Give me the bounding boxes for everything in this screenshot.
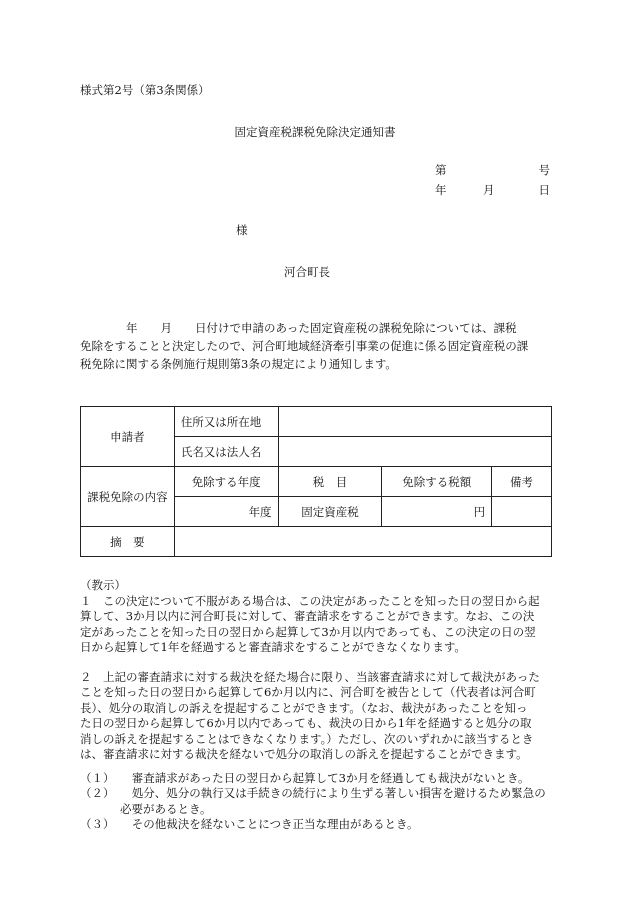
doc-no-suffix: 号 [538,163,550,177]
issuer: 河合町長 [284,265,330,279]
year-cell: 年度 [174,497,278,527]
note-line: は、審査請求に対する裁決を経ないで処分の取消しの訴えを提起することができます。 [80,747,528,761]
notes-sub-2: （２） 処分、処分の執行又は手続きの続行により生ずる著しい損害を避けるため緊急の [80,786,546,800]
date-day: 日 [538,183,550,197]
form-number: 様式第2号（第3条関係） [80,83,210,97]
exemption-label: 課税免除の内容 [81,467,175,527]
note-line: 算して、3か月以内に河合町長に対して、審査請求をすることができます。なお、この決 [80,609,535,623]
summary-field [174,527,551,557]
note-line: 消しの訴えを提起することはできなくなります。）ただし、次のいずれかに該当するとき [80,731,534,746]
name-field [278,437,551,467]
doc-no-prefix: 第 [435,163,447,177]
body-line: 税免除に関する条例施行規則第3条の規定により通知します。 [80,357,397,371]
note-line: 日から起算して1年を経過すると審査請求をすることができなくなります。 [80,640,466,654]
document-title: 固定資産税課税免除決定通知書 [234,125,396,139]
note-line: ことを知った日の翌日から起算して6か月以内に、河合町を被告として（代表者は河合町 [80,685,536,699]
applicant-label: 申請者 [81,407,175,467]
notes-sub-1: （１） 審査請求があった日の翌日から起算して3か月を経過しても裁決がないとき。 [80,770,530,785]
recipient-suffix: 様 [236,223,248,237]
date-year: 年 [435,183,447,197]
col-tax: 税 目 [278,467,382,497]
date-month: 月 [483,183,495,197]
note-line: ２ 上記の審査請求に対する裁決を経た場合に限り、当該審査請求に対して裁決があった [80,669,540,684]
remarks-cell [492,497,552,527]
notes-heading: （教示） [80,578,126,592]
instructions [80,578,555,833]
tax-cell: 固定資産税 [278,497,382,527]
notes-sub-2-cont: 必要があるとき。 [120,801,212,816]
note-line: 長）、処分の取消しの訴えを提起することができます。（なお、裁決があったことを知っ [80,700,528,715]
body-line: 年 月 日付けで申請のあった固定資産税の課税免除については、課税 [80,321,517,335]
notes-item-1 [80,594,555,656]
exemption-table [80,406,552,557]
amount-cell: 円 [382,497,492,527]
col-remarks: 備考 [492,467,552,497]
address-field [278,407,551,437]
summary-label: 摘 要 [81,527,175,557]
note-line: 定があったことを知った日の翌日から起算して3か月以内であっても、この決定の日の翌 [80,624,536,639]
name-label: 氏名又は法人名 [174,437,278,467]
notice-body [80,319,550,373]
notes-sub-3: （３） その他裁決を経ないことにつき正当な理由があるとき。 [80,817,419,831]
col-year: 免除する年度 [174,467,278,497]
notes-item-2 [80,670,555,763]
note-line: １ この決定について不服がある場合は、この決定があったことを知った日の翌日から起 [80,593,540,608]
body-line: 免除をすることと決定したので、河合町地域経済牽引事業の促進に係る固定資産税の課 [80,339,529,353]
note-line: た日の翌日から起算して6か月以内であっても、裁決の日から1年を経過すると処分の取 [80,716,532,730]
address-label: 住所又は所在地 [174,407,278,437]
col-amount: 免除する税額 [382,467,492,497]
